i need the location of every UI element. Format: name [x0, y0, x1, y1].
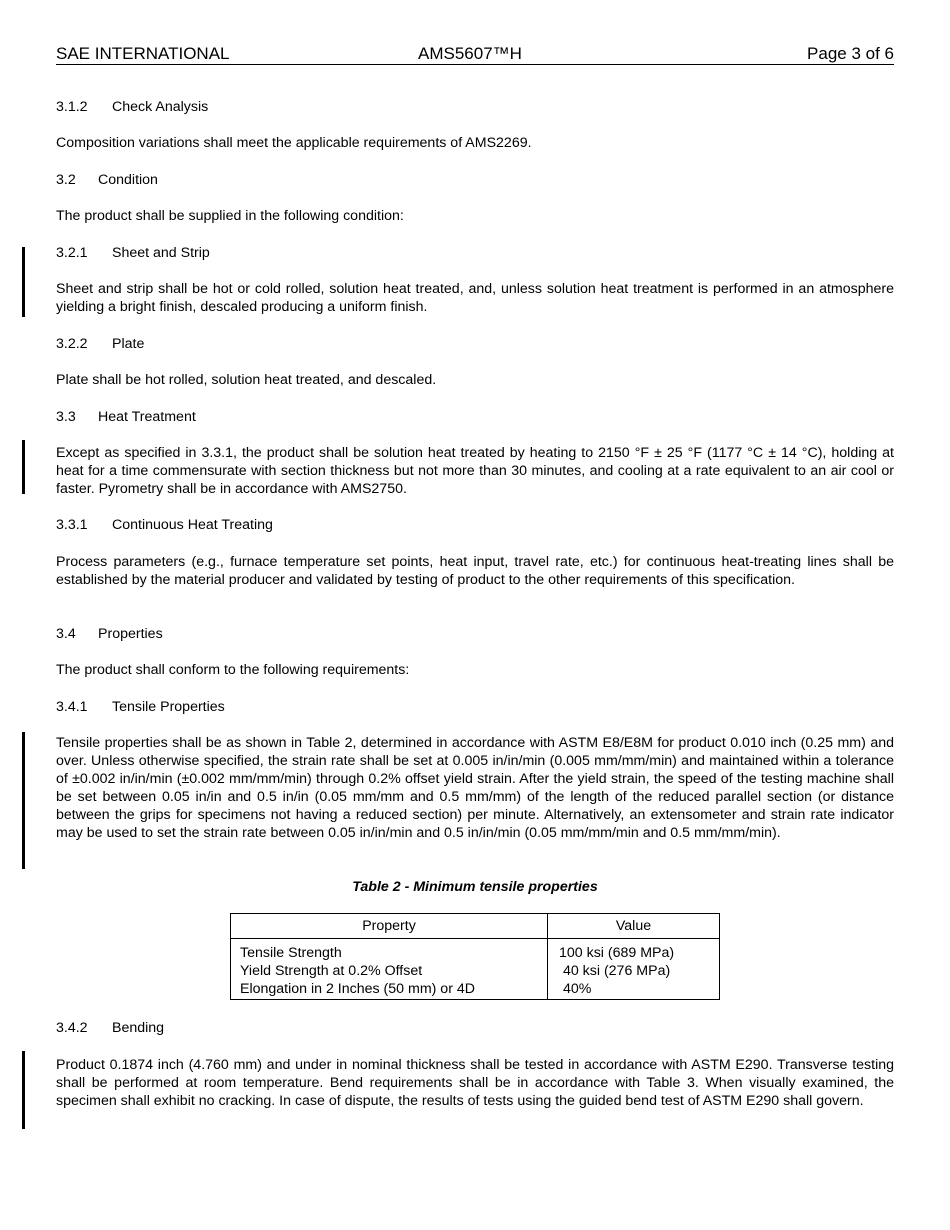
table-header-row: [231, 914, 720, 939]
revision-bar: [22, 732, 25, 869]
section-title: Heat Treatment: [98, 409, 196, 425]
section-number: 3.4.1: [56, 699, 88, 715]
section-text-3-4-1: Tensile properties shall be as shown in Table 2, determined in accordance with ASTM E8/E8M for product 0.010 inch (0.25 mm) and over. Unless otherwise specified, the strain rate shall be set at 0.005 in/in/min (0.005 mm/mm/min) and maintained within a tolerance of ±0.002 in/in/min (±0.002 mm/mm/min) through 0.2% offset yield strain. After the yield strain, the speed of the testing machine shall be set between 0.05 in/in and 0.5 in/in (0.05 mm/mm and 0.5 mm/mm) of the length of the reduced parallel section (or distance between the grips for specimens not having a reduced section) per minute. Alternatively, an extensometer and strain rate indicator may be used to set the strain rate between 0.05 in/in/min and 0.5 in/in/min (0.05 mm/mm/min and 0.5 mm/mm/min).: [56, 735, 894, 841]
section-number: 3.3: [56, 409, 76, 425]
column-header-property: Property: [231, 914, 548, 939]
value-cell: 40 ksi (276 MPa): [559, 963, 671, 979]
section-title: Condition: [98, 172, 158, 188]
section-number: 3.4: [56, 626, 76, 642]
section-number: 3.1.2: [56, 99, 88, 115]
section-text-3-2-1: Sheet and strip shall be hot or cold rolled, solution heat treated, and, unless solution heat treatment is performed in an atmosphere yielding a bright finish, descaled producing a uniform finish.: [56, 281, 894, 315]
revision-bar: [22, 440, 25, 494]
value-column: [548, 939, 720, 1000]
section-heading-3-3: [56, 408, 196, 426]
section-heading-3-3-1: [56, 516, 273, 534]
property-cell: Yield Strength at 0.2% Offset: [240, 963, 423, 979]
table-caption: Table 2 - Minimum tensile properties: [352, 879, 598, 895]
page-header: [56, 44, 894, 65]
section-heading-3-2: [56, 171, 158, 189]
section-text-3-1-2: Composition variations shall meet the applicable requirements of AMS2269.: [56, 135, 532, 151]
section-heading-3-2-2: [56, 335, 144, 353]
section-title: Plate: [112, 336, 145, 352]
property-column: [231, 939, 548, 1000]
section-number: 3.2.1: [56, 245, 88, 261]
table-row: [231, 939, 720, 1000]
tensile-properties-table: [230, 913, 720, 1000]
section-title: Sheet and Strip: [112, 245, 210, 261]
property-cell: Tensile Strength: [240, 945, 342, 961]
section-title: Continuous Heat Treating: [112, 517, 273, 533]
section-heading-3-4-1: [56, 698, 225, 716]
column-header-value: Value: [548, 914, 720, 939]
section-text-3-2: The product shall be supplied in the following condition:: [56, 208, 404, 224]
section-number: 3.3.1: [56, 517, 88, 533]
revision-bar: [22, 1051, 25, 1129]
section-title: Check Analysis: [112, 99, 209, 115]
property-cell: Elongation in 2 Inches (50 mm) or 4D: [240, 981, 475, 997]
section-heading-3-2-1: [56, 244, 210, 262]
section-title: Bending: [112, 1020, 165, 1036]
section-number: 3.2.2: [56, 336, 88, 352]
value-cell: 100 ksi (689 MPa): [559, 945, 675, 961]
section-title: Tensile Properties: [112, 699, 225, 715]
revision-bar: [22, 247, 25, 317]
value-cell: 40%: [559, 981, 592, 997]
section-text-3-3: Except as specified in 3.3.1, the product shall be solution heat treated by heating to 2150 °F ± 25 °F (1177 °C ± 14 °C), holding at heat for a time commensurate with section thickness but not more than 30 minutes, and cooling at a rate equivalent to an air cool or faster. Pyrometry shall be in accordance with AMS2750.: [56, 445, 894, 497]
section-text-3-3-1: Process parameters (e.g., furnace temperature set points, heat input, travel rate, etc.) for continuous heat-treating lines shall be established by the material producer and validated by testing of product to the other requirements of this specification.: [56, 554, 894, 588]
header-page-number: Page 3 of 6: [807, 44, 894, 63]
section-text-3-2-2: Plate shall be hot rolled, solution heat treated, and descaled.: [56, 372, 437, 388]
section-heading-3-1-2: [56, 98, 208, 116]
section-heading-3-4-2: [56, 1019, 164, 1037]
header-org: SAE INTERNATIONAL: [56, 44, 230, 63]
section-text-3-4-2: Product 0.1874 inch (4.760 mm) and under in nominal thickness shall be tested in accordance with ASTM E290. Transverse testing shall be performed at room temperature. Bend requirements shall be in accordance with Table 3. When visually examined, the specimen shall exhibit no cracking. In case of dispute, the results of tests using the guided bend test of ASTM E290 shall govern.: [56, 1057, 894, 1109]
section-text-3-4: The product shall conform to the following requirements:: [56, 662, 410, 678]
section-number: 3.4.2: [56, 1020, 88, 1036]
section-heading-3-4: [56, 625, 163, 643]
header-doc-id: AMS5607™H: [418, 44, 522, 63]
section-number: 3.2: [56, 172, 76, 188]
section-title: Properties: [98, 626, 163, 642]
